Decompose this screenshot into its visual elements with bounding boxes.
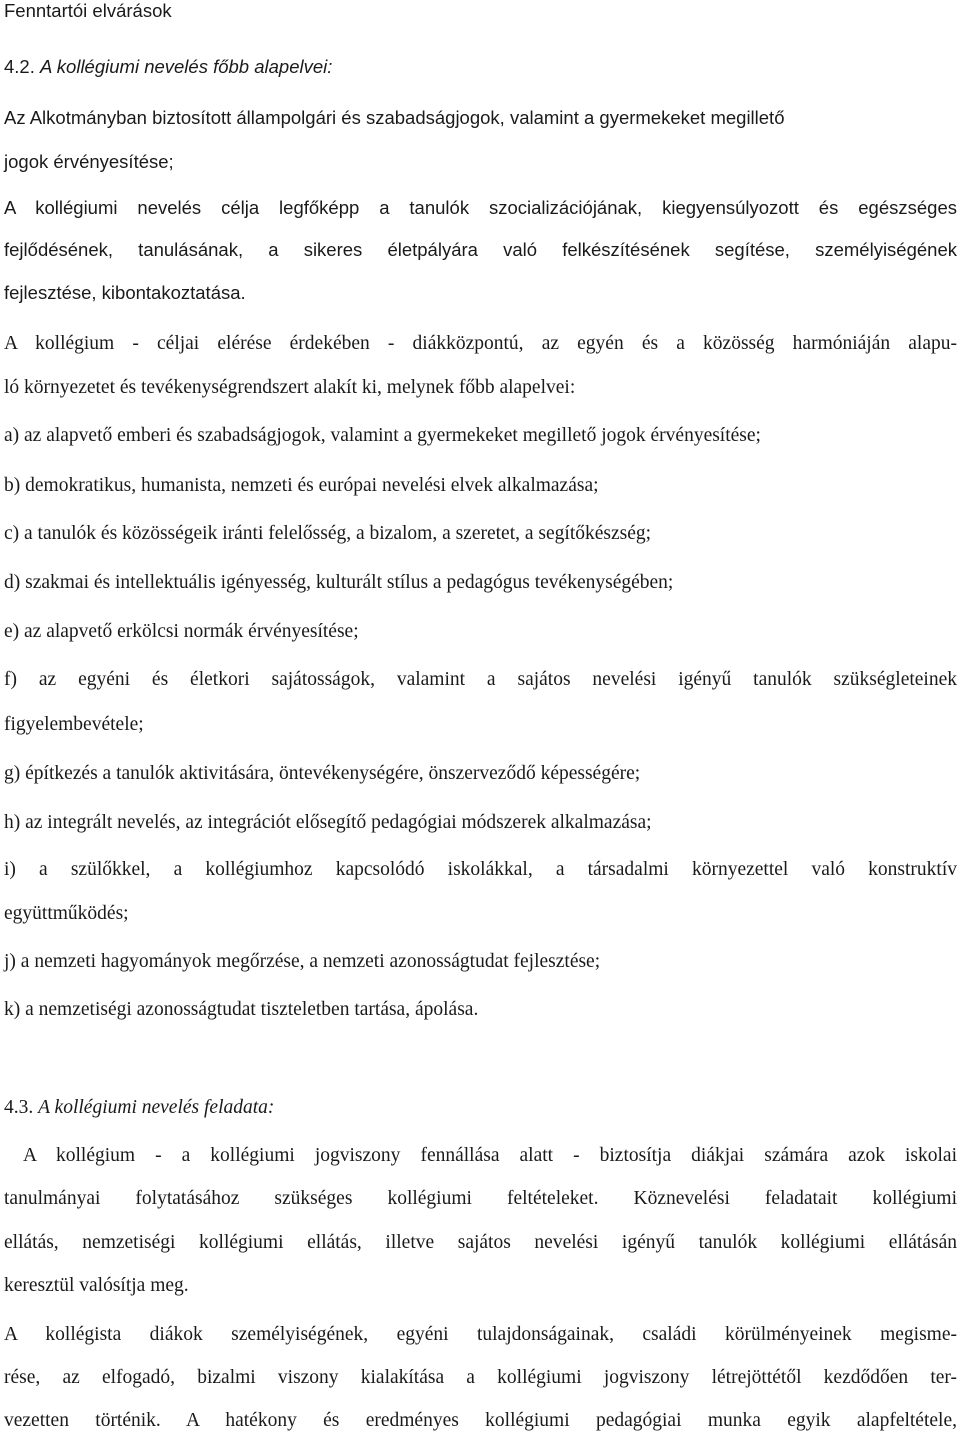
s43-p2-line-1: A kollégista diákok személyiségének, egyéni tulajdonságainak, családi körülményeinek megisme- [4, 1324, 957, 1345]
s42-p2-line-2: fejlődésének, tanulásának, a sikeres életpályára való felkészítésének segítése, személyiségének [4, 239, 957, 260]
section-4-3-number: 4.3. [4, 1097, 34, 1118]
section-4-2-title: A kollégiumi nevelés főbb alapelvei: [40, 56, 333, 77]
section-4-3-title: A kollégiumi nevelés feladata: [38, 1097, 275, 1118]
section-4-3-heading [4, 1098, 274, 1118]
s42-p3-line-2: ló környezetet és tevékenységrendszert alakít ki, melynek főbb alapelvei: [4, 377, 576, 398]
principle-item-i-line-1: i) a szülőkkel, a kollégiumhoz kapcsolódó iskolákkal, a társadalmi környezettel való konstruktív [4, 859, 957, 880]
page-header: Fenntartói elvárások [4, 0, 172, 21]
principle-item-e: e) az alapvető erkölcsi normák érvényesítése; [4, 621, 359, 642]
section-4-2-number: 4.2. [4, 56, 35, 77]
principle-item-h: h) az integrált nevelés, az integrációt elősegítő pedagógiai módszerek alkalmazása; [4, 812, 652, 833]
s43-p1-line-1: A kollégium - a kollégiumi jogviszony fennállása alatt - biztosítja diákjai számára azok iskolai [4, 1145, 957, 1166]
s43-p1-line-2: tanulmányai folytatásához szükséges kollégiumi feltételeket. Köznevelési feladatait kollégiumi [4, 1188, 957, 1209]
s42-p1-line-1: Az Alkotmányban biztosított állampolgári és szabadságjogok, valamint a gyermekeket megillető [4, 107, 785, 128]
s42-p2-line-1: A kollégiumi nevelés célja legfőképp a tanulók szocializációjának, kiegyensúlyozott és egészséges [4, 197, 957, 218]
principle-item-i-line-2: együttműködés; [4, 903, 129, 924]
principle-item-d: d) szakmai és intellektuális igényesség, kulturált stílus a pedagógus tevékenységében; [4, 572, 674, 593]
principle-item-f-line-1: f) az egyéni és életkori sajátosságok, valamint a sajátos nevelési igényű tanulók szükségleteinek [4, 669, 957, 690]
section-4-2-heading [4, 58, 332, 77]
principle-item-c: c) a tanulók és közösségeik iránti felelősség, a bizalom, a szeretet, a segítőkészség; [4, 523, 652, 544]
s42-p1-line-2: jogok érvényesítése; [4, 151, 174, 172]
s43-p2-line-2: rése, az elfogadó, bizalmi viszony kialakítása a kollégiumi jogviszony létrejöttétől kezdődően ter- [4, 1367, 957, 1388]
principle-item-k: k) a nemzetiségi azonosságtudat tiszteletben tartása, ápolása. [4, 999, 479, 1020]
principle-item-b: b) demokratikus, humanista, nemzeti és európai nevelési elvek alkalmazása; [4, 475, 599, 496]
principle-item-a: a) az alapvető emberi és szabadságjogok, valamint a gyermekeket megillető jogok érvényesítése; [4, 425, 761, 446]
s42-p3-line-1: A kollégium - céljai elérése érdekében - diákközpontú, az egyén és a közösség harmóniáján alapu- [4, 333, 957, 354]
s43-p1-line-3: ellátás, nemzetiségi kollégiumi ellátás, illetve sajátos nevelési igényű tanulók kollégiumi ellátásán [4, 1232, 957, 1253]
principle-item-g: g) építkezés a tanulók aktivitására, öntevékenységére, önszerveződő képességére; [4, 763, 641, 784]
principle-item-f-line-2: figyelembevétele; [4, 714, 144, 735]
principle-item-j: j) a nemzeti hagyományok megőrzése, a nemzeti azonosságtudat fejlesztése; [4, 951, 601, 972]
s43-p1-line-4: keresztül valósítja meg. [4, 1275, 189, 1296]
s43-p2-line-3: vezetten történik. A hatékony és eredményes kollégiumi pedagógiai munka egyik alapfeltétele, [4, 1410, 957, 1431]
s42-p2-line-3: fejlesztése, kibontakoztatása. [4, 282, 246, 303]
